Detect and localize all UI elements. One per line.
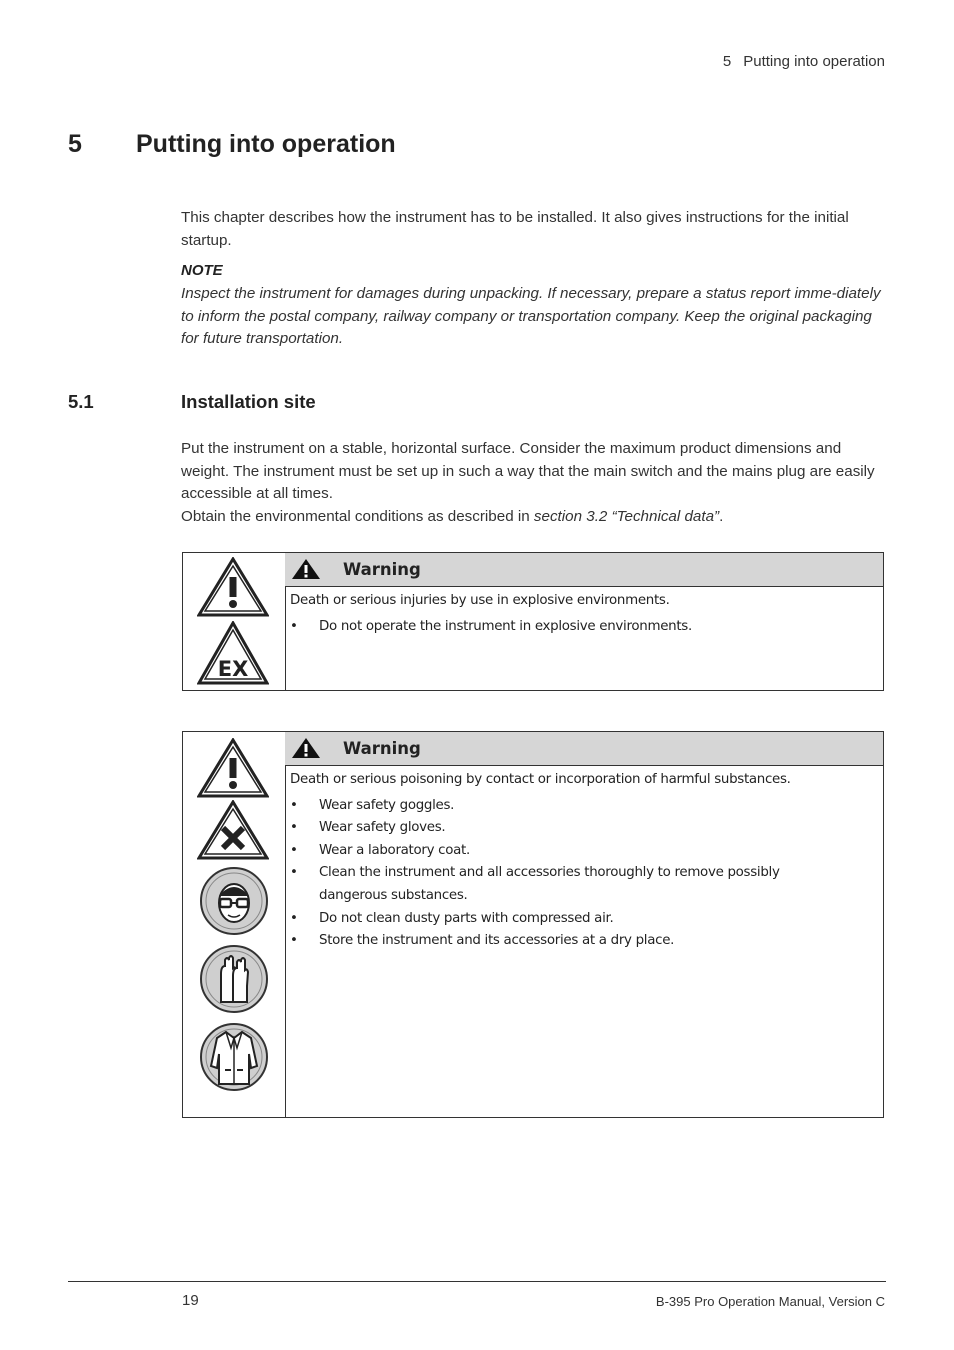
note-text: Inspect the instrument for damages during unpacking. If necessary, prepare a status report imme-diately to inform the postal company, railway company or transportation company. Keep the original packaging for future transportation. — [181, 285, 881, 347]
list-item: • Do not clean dusty parts with compressed air. — [290, 908, 873, 931]
warning-body — [290, 769, 873, 953]
warning-triangle-icon — [291, 737, 321, 759]
list-item: • Wear safety goggles. — [290, 795, 873, 818]
chapter-heading — [68, 130, 396, 159]
document-title: B-395 Pro Operation Manual, Version C — [655, 1294, 885, 1309]
chapter-number: 5 — [68, 130, 82, 158]
warning-header — [285, 553, 883, 587]
list-item: • Store the instrument and its accessories at a dry place. — [290, 930, 873, 953]
running-header-chapter-number: 5 — [722, 53, 732, 70]
harmful-substance-icon — [197, 800, 269, 860]
warning-title: Warning — [343, 739, 421, 758]
installation-site-text — [181, 438, 881, 528]
section-title: Installation site — [181, 391, 316, 412]
chapter-intro: This chapter describes how the instrument has to be installed. It also gives instructions for the initial startup. — [181, 209, 849, 249]
warning-description: Death or serious injuries by use in explosive environments. — [290, 593, 670, 608]
svg-text:EX: EX — [217, 657, 249, 681]
warning-triangle-icon — [197, 557, 269, 617]
warning-list — [290, 616, 873, 639]
warning-header — [285, 732, 883, 766]
explosive-atmosphere-icon — [197, 621, 269, 685]
technical-data-link[interactable]: section 3.2 “Technical data” — [533, 507, 720, 525]
reference-suffix: . — [719, 507, 724, 525]
lab-coat-icon — [199, 1022, 269, 1092]
warning-triangle-icon — [291, 558, 321, 580]
reference-prefix: Obtain the environmental conditions as described in — [181, 507, 534, 525]
warning-title: Warning — [343, 560, 421, 579]
running-header — [723, 53, 885, 70]
section-heading — [68, 391, 316, 413]
warning-symbols-column — [183, 732, 286, 1117]
warning-box-explosive — [182, 552, 884, 691]
installation-site-paragraph: Put the instrument on a stable, horizontal surface. Consider the maximum product dimensions and weight. The instrument must be set up in such a way that the main switch and the mains plug are easily accessible at all times. — [181, 440, 875, 502]
footer-rule — [68, 1281, 886, 1282]
list-item: • Do not operate the instrument in explosive environments. — [290, 616, 873, 639]
list-item: • Wear a laboratory coat. — [290, 840, 873, 863]
safety-goggles-icon — [199, 866, 269, 936]
warning-triangle-icon — [197, 738, 269, 798]
warning-body — [290, 590, 873, 638]
page-number: 19 — [182, 1292, 199, 1309]
warning-symbols-column — [183, 553, 286, 690]
chapter-title: Putting into operation — [136, 130, 396, 158]
technical-data-reference — [181, 506, 881, 529]
safety-gloves-icon — [199, 944, 269, 1014]
warning-description: Death or serious poisoning by contact or incorporation of harmful substances. — [290, 772, 791, 787]
list-item: • Wear safety gloves. — [290, 817, 873, 840]
section-number: 5.1 — [68, 391, 94, 412]
running-header-title: Putting into operation — [743, 53, 885, 70]
note-label: NOTE — [181, 262, 223, 279]
warning-list — [290, 795, 873, 953]
warning-box-harmful-substances — [182, 731, 884, 1118]
list-item: • Clean the instrument and all accessories thoroughly to remove possibly dangerous substances. — [290, 862, 873, 907]
